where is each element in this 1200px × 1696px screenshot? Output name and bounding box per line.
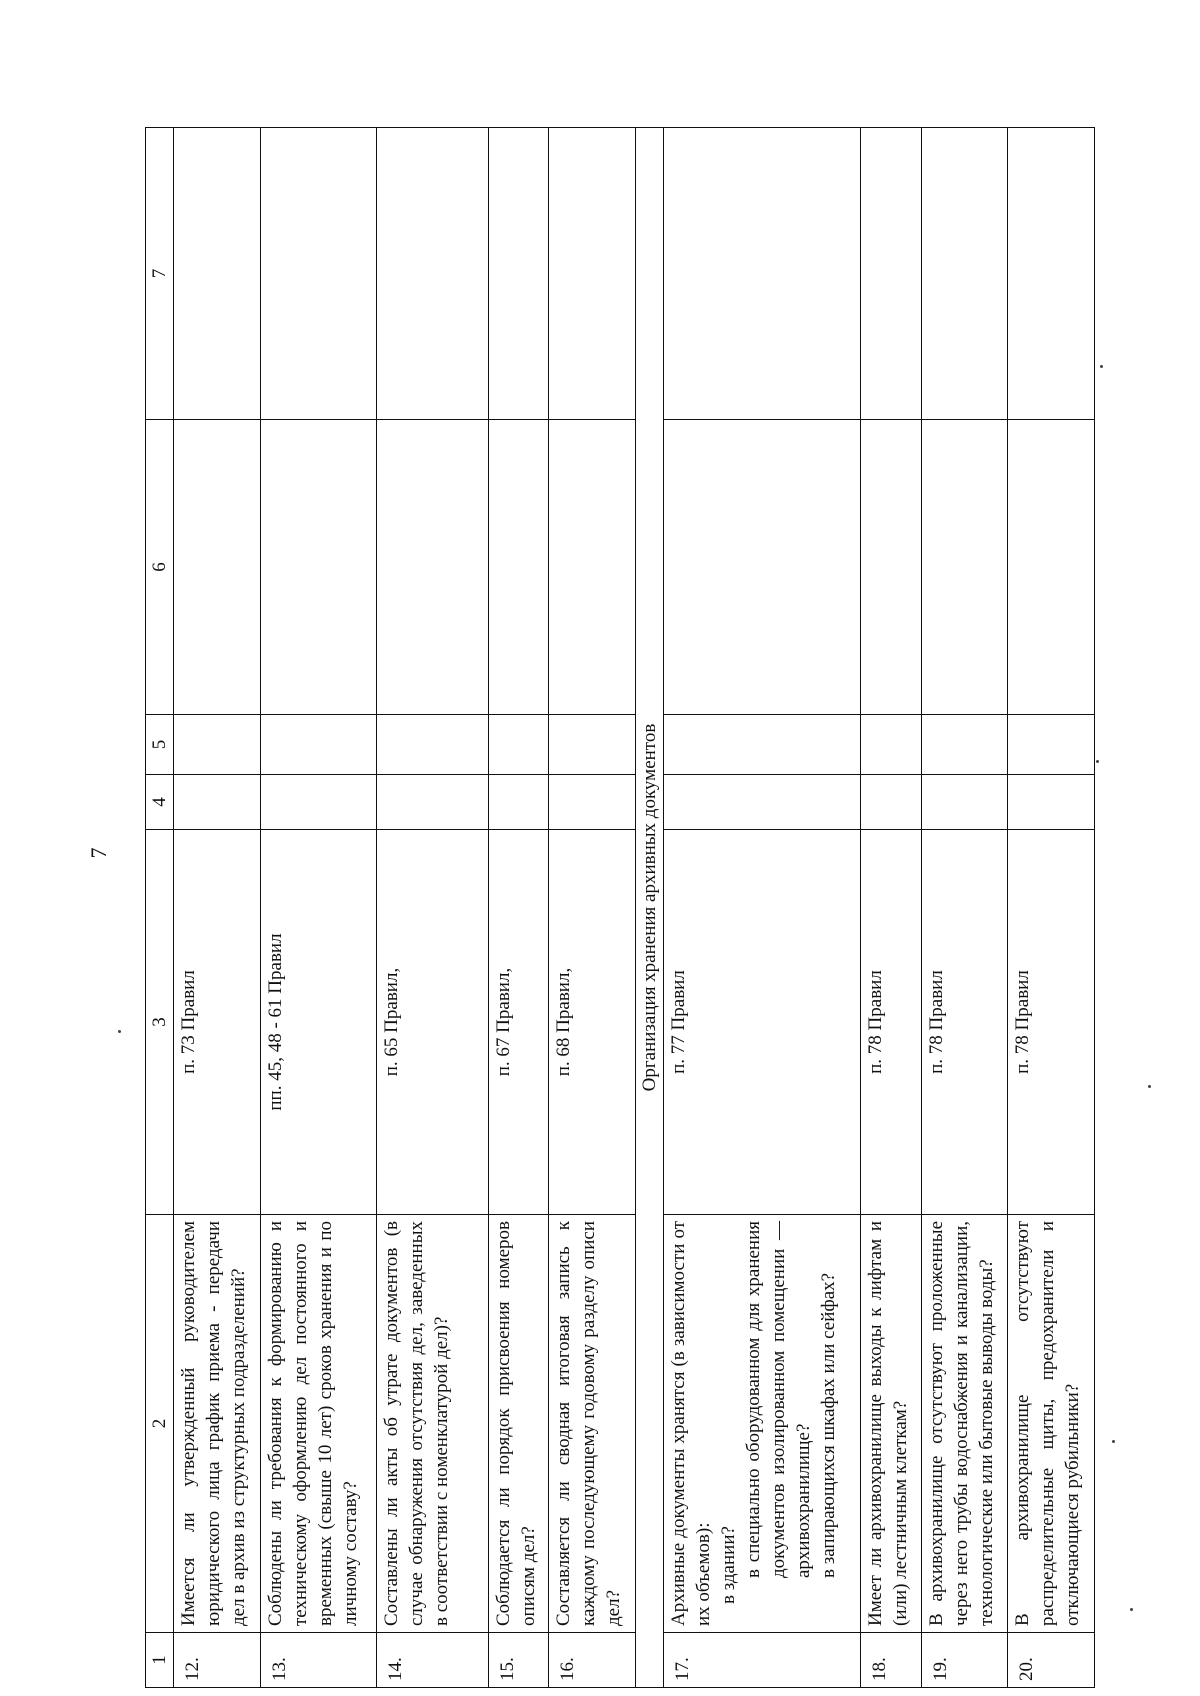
row-reference: п. 67 Правил, bbox=[488, 830, 548, 1215]
row-reference: п. 65 Правил, bbox=[377, 830, 488, 1215]
empty-cell bbox=[488, 420, 548, 715]
table-row bbox=[1008, 128, 1095, 1688]
empty-cell bbox=[921, 420, 1008, 715]
table-row bbox=[377, 128, 488, 1688]
row-question: В архивохранилище отсутствуют распределительные щиты, предохранители и отключающиеся рубильники? bbox=[1008, 1215, 1095, 1633]
row-question: Соблюдается ли порядок присвоения номеров описям дел? bbox=[488, 1215, 548, 1633]
empty-cell bbox=[488, 128, 548, 420]
row-question: Имеется ли утвержденный руководителем юридического лица график приема - передачи дел в архив из структурных подразделений? bbox=[174, 1215, 261, 1633]
empty-cell bbox=[1008, 420, 1095, 715]
empty-cell bbox=[921, 128, 1008, 420]
table-row bbox=[260, 128, 377, 1688]
scan-speck bbox=[118, 1030, 121, 1033]
empty-cell bbox=[861, 775, 921, 830]
empty-cell bbox=[1008, 775, 1095, 830]
empty-cell bbox=[377, 420, 488, 715]
empty-cell bbox=[1008, 128, 1095, 420]
row-reference: п. 73 Правил bbox=[174, 830, 261, 1215]
col-header-3: 3 bbox=[146, 830, 174, 1215]
row-question: Составлены ли акты об утрате документов (в случае обнаружения отсутствия дел, заведенных в соответствии с номенклатурой дел)? bbox=[377, 1215, 488, 1633]
storage-option-archive-room: в специально оборудованном для хранения документов изолированном помещении — архивохранилище? bbox=[742, 1221, 815, 1578]
inspection-checklist-table bbox=[145, 127, 1095, 1688]
scan-speck bbox=[1100, 365, 1103, 368]
empty-cell bbox=[377, 128, 488, 420]
empty-cell bbox=[260, 775, 377, 830]
col-header-7: 7 bbox=[146, 128, 174, 420]
empty-cell bbox=[260, 420, 377, 715]
empty-cell bbox=[174, 775, 261, 830]
empty-cell bbox=[488, 775, 548, 830]
empty-cell bbox=[921, 775, 1008, 830]
empty-cell bbox=[377, 775, 488, 830]
table-row bbox=[663, 128, 861, 1688]
empty-cell bbox=[548, 775, 635, 830]
row-question: Составляется ли сводная итоговая запись к каждому последующему годовому разделу описи дел? bbox=[548, 1215, 635, 1633]
empty-cell bbox=[260, 715, 377, 775]
row-number: 18. bbox=[861, 1633, 921, 1688]
empty-cell bbox=[663, 715, 861, 775]
row-question: Соблюдены ли требования к формированию и техническому оформлению дел постоянного и временных (свыше 10 лет) сроков хранения и по личному составу? bbox=[260, 1215, 377, 1633]
row-reference: п. 78 Правил bbox=[921, 830, 1008, 1215]
table-row bbox=[548, 128, 635, 1688]
table-row bbox=[861, 128, 921, 1688]
empty-cell bbox=[548, 420, 635, 715]
empty-cell bbox=[921, 715, 1008, 775]
row-reference: п. 78 Правил bbox=[861, 830, 921, 1215]
page-number: 7 bbox=[86, 847, 111, 859]
empty-cell bbox=[260, 128, 377, 420]
row-number: 16. bbox=[548, 1633, 635, 1688]
section-title: Организация хранения архивных документов bbox=[635, 128, 663, 1688]
col-header-6: 6 bbox=[146, 420, 174, 715]
col-header-4: 4 bbox=[146, 775, 174, 830]
row-reference: п. 78 Правил bbox=[1008, 830, 1095, 1215]
scan-speck bbox=[1148, 1085, 1151, 1088]
row-number: 19. bbox=[921, 1633, 1008, 1688]
empty-cell bbox=[548, 128, 635, 420]
row-question: Имеет ли архивохранилище выходы к лифтам и (или) лестничным клеткам? bbox=[861, 1215, 921, 1633]
table-row bbox=[488, 128, 548, 1688]
empty-cell bbox=[861, 128, 921, 420]
scan-speck bbox=[1130, 1608, 1133, 1611]
empty-cell bbox=[663, 775, 861, 830]
table-row bbox=[174, 128, 261, 1688]
row-reference: п. 77 Правил bbox=[663, 830, 861, 1215]
row-reference: п. 68 Правил, bbox=[548, 830, 635, 1215]
row-number: 14. bbox=[377, 1633, 488, 1688]
empty-cell bbox=[174, 420, 261, 715]
storage-option-building: в здании? bbox=[717, 1526, 739, 1604]
col-header-2: 2 bbox=[146, 1215, 174, 1633]
table-header-row bbox=[146, 128, 174, 1688]
row-number: 20. bbox=[1008, 1633, 1095, 1688]
row-number: 12. bbox=[174, 1633, 261, 1688]
empty-cell bbox=[663, 420, 861, 715]
empty-cell bbox=[861, 715, 921, 775]
row-number: 15. bbox=[488, 1633, 548, 1688]
row-question-storage bbox=[663, 1215, 861, 1633]
table-row bbox=[921, 128, 1008, 1688]
empty-cell bbox=[174, 715, 261, 775]
row-question: В архивохранилище отсутствуют проложенные через него трубы водоснабжения и канализации, технологические или бытовые выводы воды? bbox=[921, 1215, 1008, 1633]
empty-cell bbox=[861, 420, 921, 715]
col-header-1: 1 bbox=[146, 1633, 174, 1688]
empty-cell bbox=[377, 715, 488, 775]
storage-option-cabinets: в запирающихся шкафах или сейфах? bbox=[818, 1272, 840, 1578]
section-row bbox=[635, 128, 663, 1688]
row-number: 17. bbox=[663, 1633, 861, 1688]
rotated-table-container bbox=[145, 128, 1095, 1688]
col-header-5: 5 bbox=[146, 715, 174, 775]
storage-intro: Архивные документы хранятся (в зависимости от их объемов): bbox=[667, 1221, 714, 1626]
row-reference: пп. 45, 48 - 61 Правил bbox=[260, 830, 377, 1215]
empty-cell bbox=[1008, 715, 1095, 775]
scan-speck bbox=[1096, 760, 1099, 763]
empty-cell bbox=[174, 128, 261, 420]
scan-speck bbox=[1112, 1440, 1115, 1443]
row-number: 13. bbox=[260, 1633, 377, 1688]
empty-cell bbox=[663, 128, 861, 420]
empty-cell bbox=[548, 715, 635, 775]
empty-cell bbox=[488, 715, 548, 775]
